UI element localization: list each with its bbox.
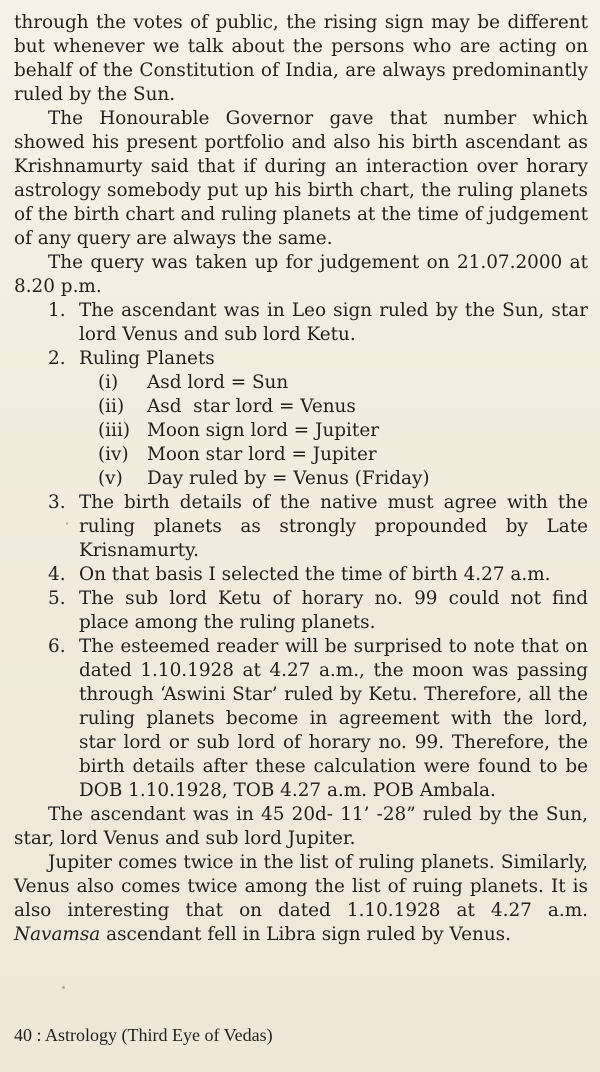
list-item: [14, 563, 588, 587]
sub-list-text: Day ruled by = Venus (Friday): [147, 468, 430, 489]
intro-paragraph: through the votes of public, the rising sign may be different but whenever we talk about the persons who are acting on behalf of the Constitution of India, are always predominantly ruled by the Sun.: [14, 12, 588, 105]
list-text: The sub lord Ketu of horary no. 99 could not find place among the ruling planets.: [79, 588, 588, 633]
jupiter-paragraph-start: Jupiter comes twice in the list of ruling planets. Similarly, Venus also comes twice among the list of ruing planets. It is also interesting that on dated 1.10.1928 at 4.27 a.m.: [14, 852, 588, 921]
sub-list-text: Moon star lord = Jupiter: [147, 444, 377, 465]
list-number: 2.: [48, 348, 66, 369]
governor-paragraph: The Honourable Governor gave that number which showed his present portfolio and also his birth ascendant as Krishnamurty said that if during an interaction over horary astrology somebody put up his birth chart, the ruling planets of the birth chart and ruling planets at the time of judgement of any query are always the same.: [14, 108, 588, 249]
sub-list-text: Asd star lord = Venus: [147, 396, 356, 417]
ruling-planet-item: [14, 467, 588, 491]
jupiter-paragraph: [14, 851, 588, 947]
ruling-planet-item: [14, 419, 588, 443]
jupiter-paragraph-end: ascendant fell in Libra sign ruled by Venus.: [100, 924, 511, 945]
page-footer: 40 : Astrology (Third Eye of Vedas): [14, 1025, 273, 1045]
navamsa-term: Navamsa: [14, 924, 101, 945]
sub-list-number: (iv): [98, 444, 129, 465]
sub-list-number: (i): [98, 372, 119, 393]
list-number: 3.: [48, 492, 66, 513]
sub-list-number: (iii): [98, 420, 130, 441]
list-text: Ruling Planets: [79, 348, 215, 369]
sub-list-text: Asd lord = Sun: [147, 372, 289, 393]
list-item: [14, 347, 588, 371]
ruling-planet-item: [14, 371, 588, 395]
list-text: The esteemed reader will be surprised to note that on dated 1.10.1928 at 4.27 a.m., the moon was passing through ‘Aswini Star’ ruled by Ketu. Therefore, all the ruling planets become in agreement with the lord, star lord or sub lord of horary no. 99. Therefore, the birth details after these calculation were found to be DOB 1.10.1928, TOB 4.27 a.m. POB Ambala.: [79, 636, 588, 801]
list-item: [14, 635, 588, 803]
list-text: The birth details of the native must agree with the ruling planets as strongly propounded by Late Krisnamurty.: [79, 492, 588, 561]
list-item: [14, 491, 588, 563]
list-text: The ascendant was in Leo sign ruled by the Sun, star lord Venus and sub lord Ketu.: [79, 300, 588, 345]
list-item: [14, 299, 588, 347]
list-number: 6.: [48, 636, 66, 657]
ruling-planet-item: [14, 443, 588, 467]
sub-list-text: Moon sign lord = Jupiter: [147, 420, 380, 441]
sub-list-number: (v): [98, 468, 123, 489]
list-number: 1.: [48, 300, 66, 321]
list-text: On that basis I selected the time of birth 4.27 a.m.: [79, 564, 551, 585]
paper-speck: [62, 986, 65, 989]
list-item: [14, 587, 588, 635]
ruling-planet-item: [14, 395, 588, 419]
page-body: [14, 11, 588, 947]
ascendant-paragraph: The ascendant was in 45 20d- 11’ -28” ruled by the Sun, star, lord Venus and sub lord Jupiter.: [14, 804, 588, 849]
list-number: 5.: [48, 588, 66, 609]
sub-list-number: (ii): [98, 396, 125, 417]
query-paragraph: The query was taken up for judgement on 21.07.2000 at 8.20 p.m.: [14, 252, 588, 297]
list-number: 4.: [48, 564, 66, 585]
paper-speck: [66, 522, 68, 525]
